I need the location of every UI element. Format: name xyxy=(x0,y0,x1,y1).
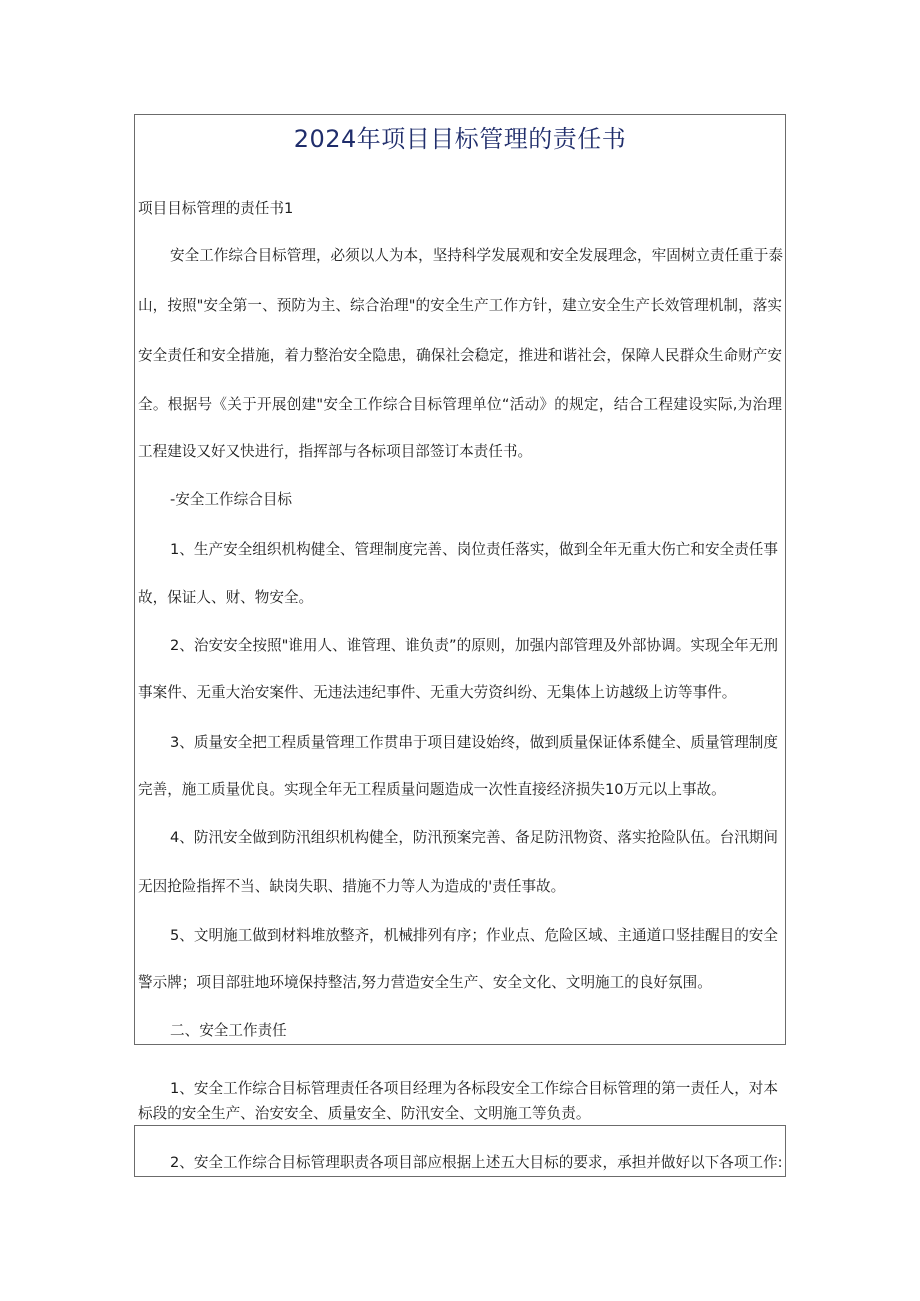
goal-heading: -安全工作综合目标 xyxy=(170,491,293,508)
page-title: 2024年项目目标管理的责任书 xyxy=(293,125,627,153)
item1-line-1: 1、生产安全组织机构健全、管理制度完善、岗位责任落实，做到全年无重大伤亡和安全责任事 xyxy=(170,541,778,558)
intro-line-1: 安全工作综合目标管理，必须以人为本，坚持科学发展观和安全发展理念，牢固树立责任重于泰 xyxy=(170,247,783,264)
resp1-line-2: 标段的安全生产、治安安全、质量安全、防汛安全、文明施工等负责。 xyxy=(138,1105,591,1122)
responsibility-heading: 二、安全工作责任 xyxy=(170,1022,287,1039)
item3-line-1: 3、质量安全把工程质量管理工作贯串于项目建设始终，做到质量保证体系健全、质量管理制度 xyxy=(170,734,778,751)
item1-line-2: 故，保证人、财、物安全。 xyxy=(138,589,314,606)
intro-line-5: 工程建设又好又快进行，指挥部与各标项目部签订本责任书。 xyxy=(138,443,533,460)
section-heading: 项目目标管理的责任书1 xyxy=(138,200,294,217)
item4-line-2: 无因抢险指挥不当、缺岗失职、措施不力等人为造成的'责任事故。 xyxy=(138,878,566,895)
item5-line-1: 5、文明施工做到材料堆放整齐，机械排列有序；作业点、危险区域、主通道口竖挂醒目的安全 xyxy=(170,927,778,944)
intro-line-3: 安全责任和安全措施，着力整治安全隐患，确保社会稳定，推进和谐社会，保障人民群众生命财产安 xyxy=(138,347,782,364)
item3-line-2: 完善，施工质量优良。实现全年无工程质量问题造成一次性直接经济损失10万元以上事故。 xyxy=(138,781,726,798)
resp2-line: 2、安全工作综合目标管理职责各项目部应根据上述五大目标的要求，承担并做好以下各项工作: xyxy=(170,1154,783,1171)
item2-line-1: 2、治安安全按照"谁用人、谁管理、谁负责”的原则，加强内部管理及外部协调。实现全年无刑 xyxy=(170,637,778,654)
resp1-line-1: 1、安全工作综合目标管理责任各项目经理为各标段安全工作综合目标管理的第一责任人，对本 xyxy=(170,1080,778,1097)
intro-line-2: 山，按照"安全第一、预防为主、综合治理"的安全生产工作方针，建立安全生产长效管理机制，落实 xyxy=(138,297,782,314)
item2-line-2: 事案件、无重大治安案件、无违法违纪事件、无重大劳资纠纷、无集体上访越级上访等事件。 xyxy=(138,684,737,701)
item5-line-2: 警示牌；项目部驻地环境保持整洁,努力营造安全生产、安全文化、文明施工的良好氛围。 xyxy=(138,974,712,991)
item4-line-1: 4、防汛安全做到防汛组织机构健全，防汛预案完善、备足防汛物资、落实抢险队伍。台汛期间 xyxy=(170,829,778,846)
intro-line-4: 全。根据号《关于开展创建"安全工作综合目标管理单位“活动》的规定，结合工程建设实际,为治理 xyxy=(138,396,782,413)
